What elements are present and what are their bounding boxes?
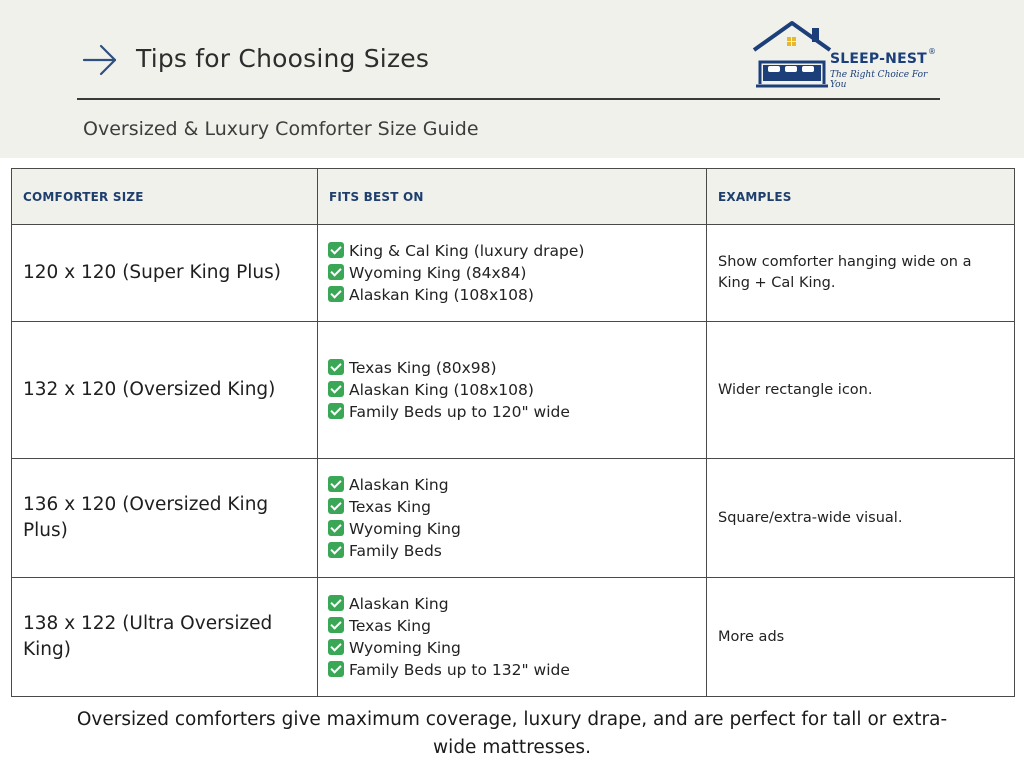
fit-item-label: Family Beds [349,542,442,560]
check-mark-icon [328,381,344,397]
fits-best-on-cell [318,459,707,578]
check-mark-icon [328,242,344,258]
example-cell: Show comforter hanging wide on a King + Cal King. [707,225,1015,322]
fit-item-label: Alaskan King [349,476,449,494]
check-mark-icon [328,595,344,611]
table-row [12,322,1015,459]
check-mark-icon [328,661,344,677]
fit-item-label: King & Cal King (luxury drape) [349,242,585,260]
page-subtitle: Oversized & Luxury Comforter Size Guide [83,118,479,140]
example-cell: Square/extra-wide visual. [707,459,1015,578]
fit-item-label: Wyoming King [349,520,461,538]
house-bed-icon [752,20,832,90]
fit-item-label: Alaskan King [349,595,449,613]
comforter-size-cell: 132 x 120 (Oversized King) [12,322,318,459]
registered-mark: ® [928,47,936,56]
fit-item [328,401,706,423]
fit-item [328,615,706,637]
check-mark-icon [328,617,344,633]
comforter-size-cell: 136 x 120 (Oversized King Plus) [12,459,318,578]
table-row [12,459,1015,578]
column-header-fits-best-on: FITS BEST ON [318,169,707,225]
check-mark-icon [328,476,344,492]
fit-item-label: Texas King [349,617,431,635]
comforter-size-cell: 138 x 122 (Ultra Oversized King) [12,578,318,697]
fit-item [328,518,706,540]
fit-item [328,379,706,401]
logo-name: SLEEP-NEST [830,51,927,67]
fit-item [328,474,706,496]
table-header-row [12,169,1015,225]
check-mark-icon [328,264,344,280]
arrow-right-icon [82,42,118,78]
size-guide-table [11,168,1015,697]
fit-item [328,357,706,379]
fit-item [328,593,706,615]
fit-item-label: Alaskan King (108x108) [349,286,534,304]
page-title: Tips for Choosing Sizes [136,44,430,73]
fit-item [328,637,706,659]
fit-item [328,540,706,562]
fit-item-label: Alaskan King (108x108) [349,381,534,399]
fit-item [328,659,706,681]
check-mark-icon [328,403,344,419]
fit-item [328,240,706,262]
column-header-examples: EXAMPLES [707,169,1015,225]
example-cell: More ads [707,578,1015,697]
fit-item [328,284,706,306]
check-mark-icon [328,520,344,536]
comforter-size-cell: 120 x 120 (Super King Plus) [12,225,318,322]
check-mark-icon [328,639,344,655]
check-mark-icon [328,359,344,375]
check-mark-icon [328,542,344,558]
fits-best-on-cell [318,225,707,322]
example-cell: Wider rectangle icon. [707,322,1015,459]
logo-tagline: The Right Choice For You [830,70,928,90]
fit-item-label: Texas King (80x98) [349,359,497,377]
fits-best-on-cell [318,578,707,697]
fit-item-label: Family Beds up to 120" wide [349,403,570,421]
table-row [12,225,1015,322]
fit-item-label: Texas King [349,498,431,516]
fit-item [328,262,706,284]
fit-item-label: Wyoming King [349,639,461,657]
fits-best-on-cell [318,322,707,459]
check-mark-icon [328,498,344,514]
sleep-nest-logo [752,20,942,90]
fit-item [328,496,706,518]
footer-note: Oversized comforters give maximum coverage, luxury drape, and are perfect for tall or extra-wide mattresses. [76,709,948,758]
check-mark-icon [328,286,344,302]
fit-item-label: Family Beds up to 132" wide [349,661,570,679]
column-header-comforter-size: COMFORTER SIZE [12,169,318,225]
fit-item-label: Wyoming King (84x84) [349,264,527,282]
header-divider [77,98,940,100]
table-row [12,578,1015,697]
